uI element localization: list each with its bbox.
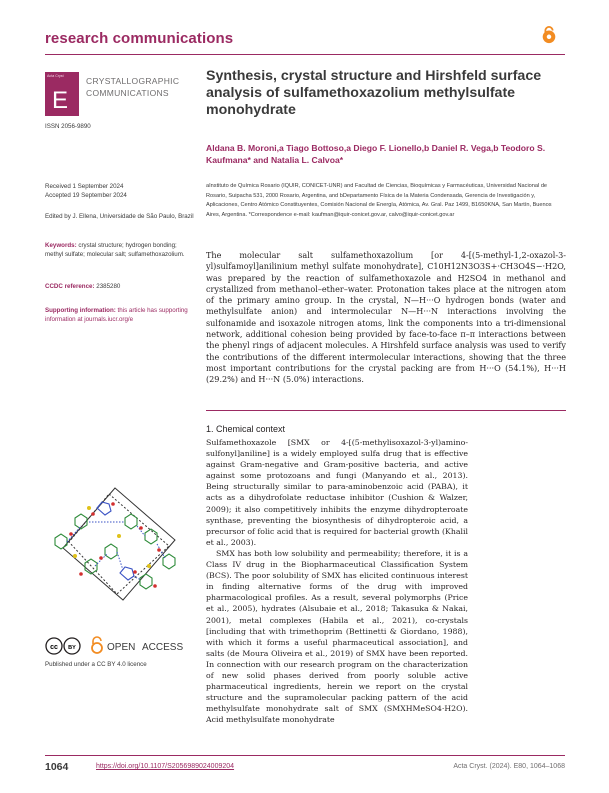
paragraph: SMX has both low solubility and permeability; therefore, it is a Class IV drug in the Biopharmaceutical Classification System (BCS). The poor solubility of SMX has elicited continuous interest in finding alternative forms of the drug with improved pharmacological profiles. As a result, several polymorphs (Price et al., 2005), hydrates (Alsubaie et al., 2018; Takasuka & Nakai, 2001), metal complexes (Habila et al., 2021), co-crystals [including that with trimethoprim (Bettinetti & Giordano, 1988), with which it forms a useful pharmaceutical association], and salts (de Moura Oliveira et al., 2019) of SMX have been reported. In connection with our research program on the characterization of new solid phases derived from poorly soluble active pharmaceutical ingredients, herein we report on the crystal structure and the supramolecular packing pattern of the acid methylsulfate monohydrate salt of SMX (SMXHMeSO4·H2O). Acid methylsulfate monohydrate (206, 548, 468, 725)
doi-link[interactable]: https://doi.org/10.1107/S2056989024009204 (96, 763, 235, 770)
section-heading: 1. Chemical context (206, 424, 286, 434)
page-number: 1064 (45, 761, 69, 773)
ccdc-reference: CCDC reference: 2385280 (45, 283, 121, 290)
license-badges (45, 636, 195, 660)
journal-logo-small-text: Acta Cryst (47, 74, 64, 78)
cc-by-icon (45, 636, 195, 656)
paragraph: Sulfamethoxazole [SMX or 4-[(5-methylisoxazol-3-yl)amino-sulfonyl]aniline] is a widely employed sulfa drug that is effective against Gram-negative and Gram-positive bacteria, and active against some protozoans and fungi (Manyando et al., 2013). Being structurally similar to para-aminobenzoic acid (PABA), it acts as a dihydrofolate reductase inhibitor (Cushion & Walzer, 2009); it also competitively inhibits the enzyme dihydropteroate synthase, preventing the biosynthesis of dihydropteroic acid, a precursor of folic acid that is required for bacterial growth (Khalil et al., 2003). (206, 438, 468, 547)
supporting-information: Supporting information: this article has supporting information at journals.iucr.org/e (45, 307, 188, 323)
svg-text:ACCESS: ACCESS (142, 642, 184, 653)
journal-name: CRYSTALLOGRAPHIC COMMUNICATIONS (86, 76, 180, 98)
supporting-link[interactable]: this article has supporting information at journals.iucr.org/e (45, 307, 188, 323)
footer-rule (45, 755, 565, 756)
keywords: Keywords: crystal structure; hydrogen bonding; methyl sulfate; molecular salt; sulfamethoxazolium. (45, 242, 185, 258)
accepted-date: Accepted 19 September 2024 (45, 192, 127, 199)
crystal-packing-figure (45, 478, 195, 610)
section-rule (206, 410, 566, 411)
journal-citation: Acta Cryst. (2024). E80, 1064–1068 (453, 763, 565, 770)
issn: ISSN 2056-9890 (45, 123, 91, 130)
abstract: The molecular salt sulfamethoxazolium [or 4-[(5-methyl-1,2-oxazol-3-yl)sulfamoyl]anilinium methyl sulfate monohydrate], C10H12N3O3S+·CH3O4S−·H2O, was prepared by the reaction of sulfamethoxazole and H2SO4 in methanol and crystallized from methanol–ether–water. Protonation takes place at the nitrogen atom of the primary amino group. In the crystal, N—H···O hydrogen bonds (water and methylsulfate anion) and intermolecular N—H···N interactions involving the sulfonamide and isoxazole nitrogen atoms, link the components into a tri-dimensional network, additional cohesion being provided by face-to-face π–π interactions between the phenyl rings of adjacent molecules. A Hirshfeld surface analysis was used to verify the contributions of the different intermolecular interactions, showing that the three most important contributions for the crystal packing are from H···O (54.1%), H···H (29.2%) and H···N (5.0%) interactions. (206, 250, 566, 385)
edited-by: Edited by J. Ellena, Universidade de São Paulo, Brazil (45, 213, 194, 220)
svg-text:cc: cc (50, 644, 58, 651)
section-header: research communications (45, 30, 234, 47)
affiliations: aInstituto de Química Rosario (IQUIR, CONICET-UNR) and Facultad de Ciencias, Bioquímicas y Farmacéuticas, Universidad Nacional de Rosario, Suipacha 531, 2000 Rosario, Argentina, and bDepartamento Física de la Materia Condensada, Gerencia de Investigación y, Aplicaciones, Centro Atómico Constituyentes, Comisión Nacional de Energía, Atómica, Av. Gral. Paz 1499, B1650KNA, San Martín, Buenos Aires, Argentina. *Correspondence e-mail: kaufman@iquir-conicet.gov.ar, calvo@iquir-conicet.gov.ar (206, 183, 552, 218)
body-text (206, 437, 468, 725)
article-title: Synthesis, crystal structure and Hirshfeld surface analysis of sulfamethoxazolium methylsulfate monohydrate (206, 68, 542, 118)
header-rule (45, 54, 565, 55)
svg-text:BY: BY (68, 645, 76, 651)
open-access-icon (540, 26, 558, 44)
license-text: Published under a CC BY 4.0 licence (45, 661, 147, 668)
author-list: Aldana B. Moroni,a Tiago Bottoso,a Diego F. Lionello,b Daniel R. Vega,b Teodoro S. Kaufmana* and Natalia L. Calvoa* (206, 143, 546, 165)
journal-logo-letter: E (52, 87, 69, 114)
received-date: Received 1 September 2024 (45, 183, 124, 190)
svg-text:OPEN: OPEN (107, 642, 136, 653)
